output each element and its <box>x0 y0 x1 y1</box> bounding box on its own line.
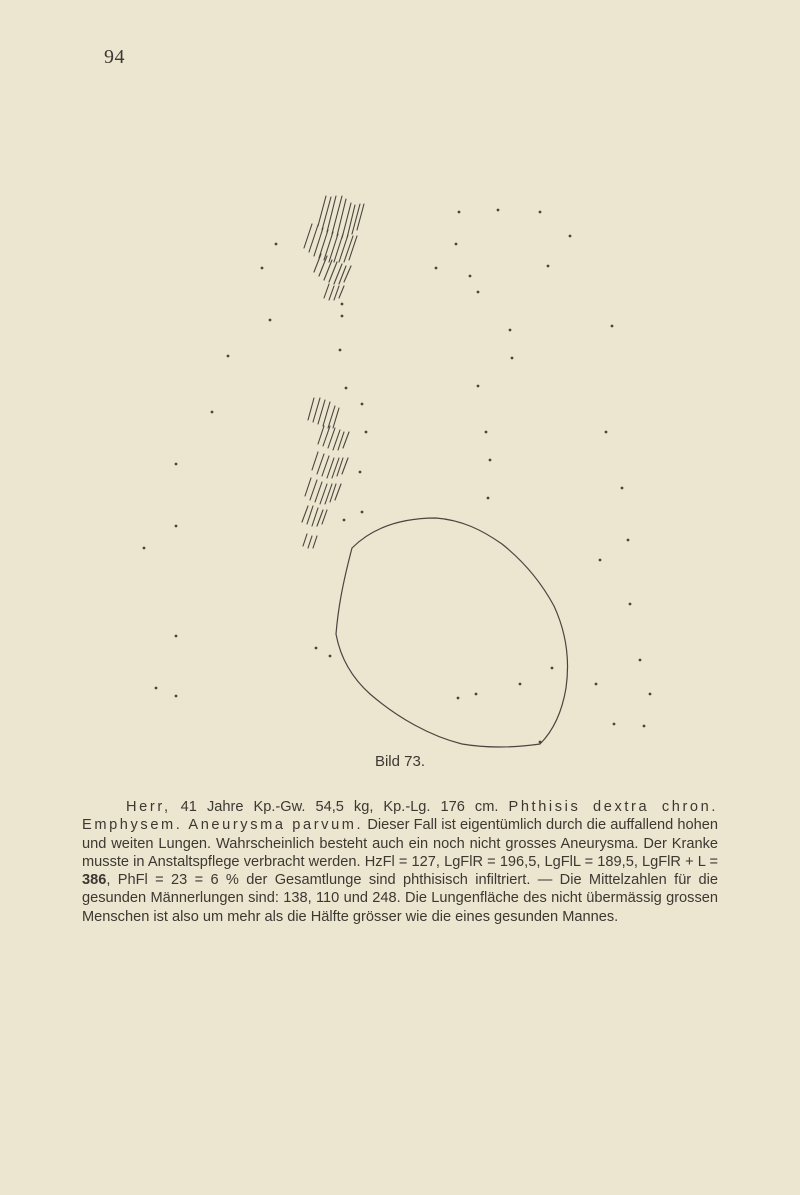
text-segment: , PhFl = 23 = 6 % der Gesamtlunge sind phthisisch infiltriert. — Die Mittelzahlen für die gesunden Männerlungen sind: 138, 110 und 248. Die Lungenfläche des nicht übermässig grossen Menschen ist also um mehr als die Hälfte grösser wie die eines gesunden Mannes. <box>82 872 718 925</box>
text-segment: Herr, <box>126 799 171 815</box>
case-paragraph <box>82 798 718 926</box>
scattered-dots <box>143 209 652 744</box>
text-segment: 41 Jahre Kp.-Gw. 54,5 kg, Kp.-Lg. 176 cm. <box>170 799 509 815</box>
case-description <box>82 798 718 926</box>
figure-caption: Bild 73. <box>374 753 426 770</box>
lung-outline <box>336 518 568 747</box>
upper-hatch-cluster <box>304 196 364 300</box>
text-segment: Dieser Fall ist eigentümlich durch die auffallend hohen und weiten Lungen. Wahrscheinlich besteht auch ein noch nicht grosses Aneurysma. Der Kranke musste in Anstaltspflege verbracht werden. HzFl = 127, LgFlR = 196,5, LgFlL = 189,5, LgFlR + L = <box>82 817 718 870</box>
text-segment: 386 <box>82 872 107 889</box>
middle-hatch-cluster <box>302 398 349 548</box>
page-number: 94 <box>104 46 125 68</box>
text-segment: Phthisis dextra chron. Emphysem. Aneurysma parvum. <box>82 799 718 834</box>
